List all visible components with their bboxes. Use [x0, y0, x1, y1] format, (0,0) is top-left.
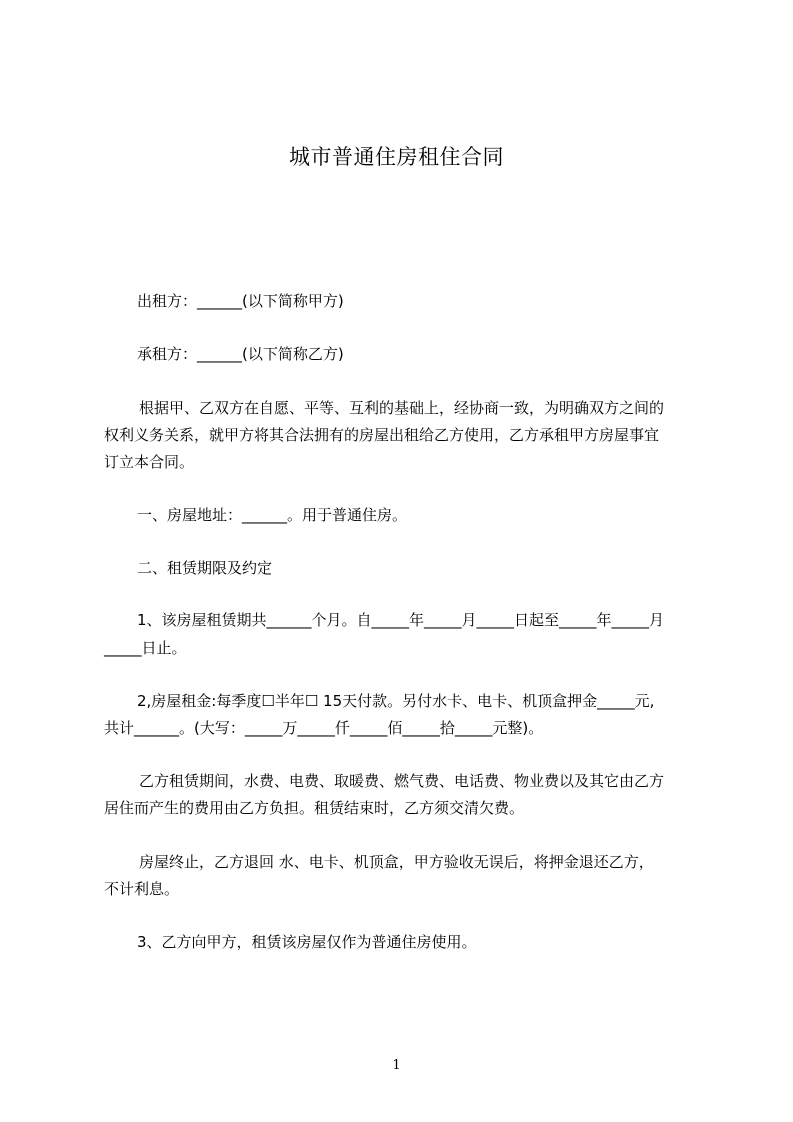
- clause-1-line-1: 1、该房屋租赁期共______个月。自_____年_____月_____日起至_____年_____月: [137, 611, 665, 629]
- document-title: 城市普通住房租住合同: [289, 145, 504, 169]
- intro-line-1: 根据甲、乙双方在自愿、平等、互利的基础上，经协商一致，为明确双方之间的: [139, 399, 665, 417]
- page-number: 1: [392, 1058, 401, 1073]
- section-1-address: 一、房屋地址：______。用于普通住房。: [137, 506, 408, 524]
- clause-2-line-1: 2,房屋租金:每季度☐半年☐ 15天付款。另付水卡、电卡、机顶盒押金_____元,: [137, 692, 655, 710]
- intro-line-3: 订立本合同。: [104, 453, 195, 471]
- lessor-line: 出租方：______(以下简称甲方): [137, 292, 344, 310]
- termination-line-1: 房屋终止，乙方退回 水、电卡、机顶盒，甲方验收无误后，将押金退还乙方，: [139, 853, 654, 871]
- lessee-line: 承租方：______(以下简称乙方): [137, 345, 344, 363]
- fees-line-1: 乙方租赁期间，水费、电费、取暖费、燃气费、电话费、物业费以及其它由乙方: [139, 772, 665, 790]
- termination-line-2: 不计利息。: [104, 880, 180, 898]
- intro-line-2: 权利义务关系，就甲方将其合法拥有的房屋出租给乙方使用，乙方承租甲方房屋事宜: [104, 426, 660, 444]
- fees-line-2: 居住而产生的费用由乙方负担。租赁结束时，乙方须交清欠费。: [104, 799, 525, 817]
- section-2-heading: 二、租赁期限及约定: [137, 559, 273, 577]
- clause-3-line: 3、乙方向甲方，租赁该房屋仅作为普通住房使用。: [137, 933, 477, 951]
- clause-2-line-2: 共计______。(大写：_____万_____仟_____佰_____拾_____元整)。: [104, 719, 544, 737]
- clause-1-line-2: _____日止。: [104, 639, 187, 657]
